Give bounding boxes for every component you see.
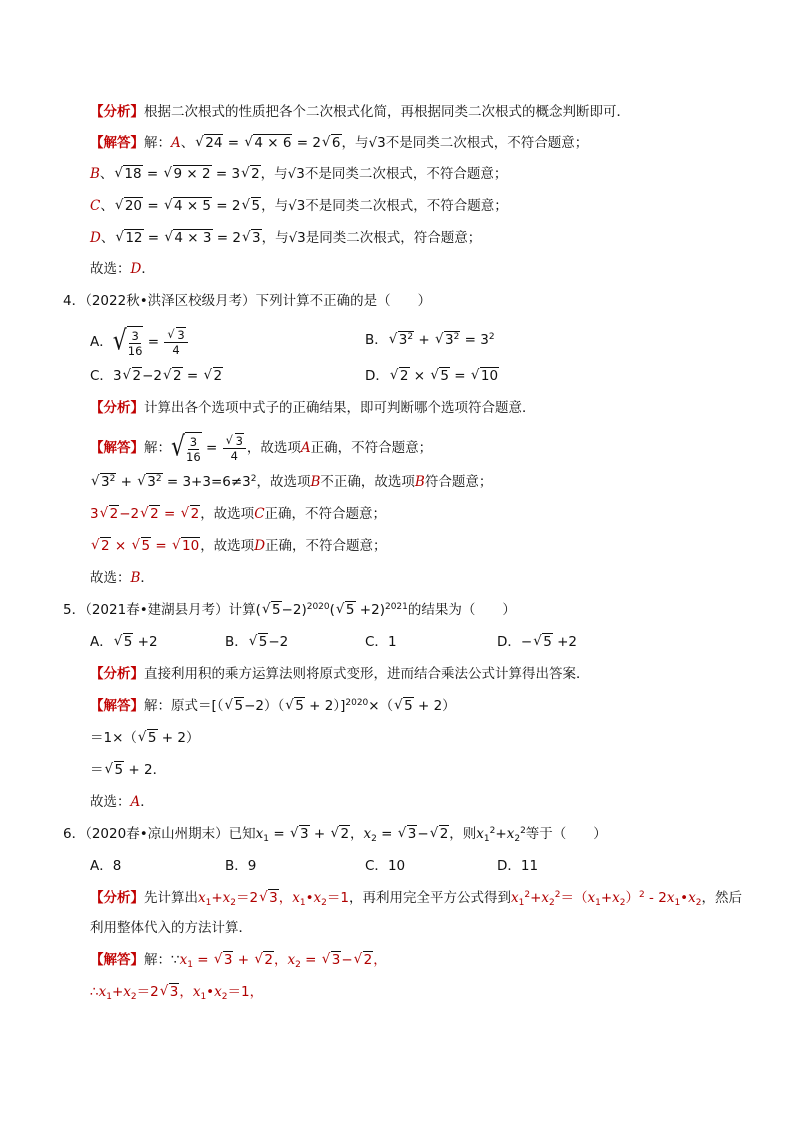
- q3-choose: [90, 259, 155, 279]
- stem-post: 的结果为（ ）: [407, 602, 516, 618]
- q3-analysis: [90, 102, 630, 122]
- choose-label: 故选：: [90, 794, 131, 810]
- line-suffix: ，故选项: [200, 538, 255, 554]
- math: √ 5 +2: [113, 634, 158, 650]
- q4-answer-b: [90, 472, 492, 492]
- answer-intro: 解：: [144, 135, 171, 151]
- math: 、√ 18 = √ 9 × 2 = 3√ 2，: [100, 166, 274, 182]
- question-source: （2021春•建湖县月考）: [85, 602, 229, 618]
- line-end: 正确，不符合题意；: [310, 440, 433, 456]
- math: A: [300, 440, 311, 456]
- q6-option-d: [497, 856, 538, 876]
- choose-label: 故选：: [90, 570, 131, 586]
- question-number: 4．: [63, 293, 86, 309]
- stem-pre: 已知: [228, 826, 256, 842]
- q4-answer-c: [90, 504, 386, 524]
- q5-option-b: [225, 632, 288, 652]
- period: ．: [152, 762, 167, 778]
- answer-intro: 解：∵: [144, 952, 180, 968]
- q5-answer-1: [90, 696, 456, 716]
- math: √ 5−2: [248, 634, 289, 650]
- line-suffix: ，故选项: [246, 440, 301, 456]
- math: √ $3^2$ + √ $3^2 = 3+3=6\ne 3^2$: [90, 474, 256, 490]
- line-end: 正确，不符合题意；: [265, 538, 387, 554]
- answer-tag: 【解答】: [90, 952, 144, 968]
- math: √ $\frac{3}{16}$: [171, 431, 201, 464]
- option-value: 9: [247, 858, 257, 874]
- q6-option-c: [365, 856, 405, 876]
- q4-analysis: [90, 398, 536, 418]
- step-pre: ＝1×: [90, 730, 124, 746]
- answer-tag: 【解答】: [90, 698, 144, 714]
- line-suffix: 与√3不是同类二次根式，不符合题意；: [355, 135, 589, 151]
- period: ．: [140, 794, 154, 810]
- option-label: B．: [365, 332, 388, 348]
- math: $x_1^2+x_2^2$: [476, 826, 526, 844]
- answer-tag: 【解答】: [90, 440, 144, 456]
- answer-intro: 解：原式＝: [144, 698, 212, 714]
- q5-option-a: [90, 632, 158, 652]
- q5-option-d: [497, 632, 577, 652]
- q6-stem: [63, 824, 607, 844]
- line-mid: 不正确，故选项: [320, 474, 415, 490]
- math: C: [254, 506, 265, 522]
- q6-option-a: [90, 856, 121, 876]
- math: $x_1$ = √ 3 + √ 2，$x_2$ = √ 3−√ 2，: [180, 952, 387, 968]
- math: √ $\frac{3}{16}$: [112, 325, 143, 358]
- math: [（√ 5−2）（√ 5 + 2）]$^{2020}$×（√ 5 + 2）: [212, 698, 456, 714]
- choice: A: [130, 794, 141, 810]
- math: $x_1$ = √ 3 + √ 2，$x_2$ = √ 3−√ 2，: [256, 826, 463, 842]
- math: (√ 5−2)$^{2020}$(√ 5 +2)$^{2021}$: [256, 602, 408, 618]
- option-label: A．: [90, 634, 113, 650]
- q5-answer-3: [90, 760, 166, 780]
- line-suffix: ，故选项: [256, 474, 311, 490]
- math: √ $\frac{3}{4}$: [223, 434, 246, 463]
- q6-analysis-1: [90, 888, 742, 908]
- math: 、√ 24 = √ 4 × 6 = 2√ 6，: [181, 135, 355, 151]
- q4-answer-d: [90, 536, 387, 556]
- math: 、√ 12 = √ 4 × 3 = 2√ 3，: [101, 230, 275, 246]
- q4-stem: [63, 291, 431, 311]
- stem-pre: 计算: [228, 602, 256, 618]
- analysis-text: 根据二次根式的性质把各个二次根式化简，再根据同类二次根式的概念判断即可．: [144, 104, 630, 120]
- math: −√ 5 +2: [521, 634, 577, 650]
- math: 、√ 20 = √ 4 × 5 = 2√ 5，: [100, 198, 274, 214]
- option-label: C．: [90, 368, 113, 384]
- line-suffix: 与√3不是同类二次根式，不符合题意；: [274, 166, 508, 182]
- math: √ 5 + 2: [104, 762, 153, 778]
- math: $x_1^2+x_2^2=(x_1+x_2)^2$ - $2x_1•x_2$: [511, 890, 702, 908]
- option-label: B．: [225, 858, 248, 874]
- analysis-text: 计算出各个选项中式子的正确结果，即可判断哪个选项符合题意．: [144, 400, 536, 416]
- option-label: D．: [497, 634, 521, 650]
- analysis-text: 利用整体代入的方法计算．: [90, 920, 252, 936]
- q4-option-c: [90, 366, 223, 386]
- q4-choose: [90, 568, 154, 588]
- line-suffix: 与√3不是同类二次根式，不符合题意；: [274, 198, 508, 214]
- option-value: 1: [387, 634, 397, 650]
- math: $\therefore x_1+x_2=2√$ 3，$x_1•x_2=1$，: [90, 984, 263, 1000]
- q6-answer-1: [90, 950, 387, 970]
- q5-analysis: [90, 664, 590, 684]
- choice: D: [130, 261, 142, 277]
- q5-answer-2: [90, 728, 199, 748]
- q3-answer-a: [90, 133, 588, 153]
- math: √ 2 × √ 5 = √ 10: [389, 368, 499, 384]
- analysis-tag: 【分析】: [90, 666, 144, 682]
- option-value: 11: [520, 858, 539, 874]
- question-stem: 下列计算不正确的是（ ）: [255, 293, 432, 309]
- q4-option-a: A． √ $\frac{3}{16}$ = √ $\frac{3}{4}$: [90, 326, 189, 356]
- question-source: （2020春•凉山州期末）: [85, 826, 229, 842]
- choice: B: [130, 570, 141, 586]
- option-value: 10: [387, 858, 406, 874]
- analysis-text: 直接利用积的乘方运算法则将原式变形，进而结合乘法公式计算得出答案．: [144, 666, 590, 682]
- math: D: [90, 230, 101, 246]
- option-label: A．: [90, 334, 113, 350]
- stem-post: 等于（ ）: [525, 826, 607, 842]
- option-label: C．: [365, 858, 388, 874]
- q3-answer-b: [90, 164, 507, 184]
- math: （√ 5 + 2）: [123, 730, 199, 746]
- q4-answer-a: 【解答】解： √ $\frac{3}{16}$ = √ $\frac{3}{4}$ ，故选项A正确，不符合题意；: [90, 432, 432, 462]
- analysis-text: 先计算出: [144, 890, 198, 906]
- stem-mid: 则: [462, 826, 477, 842]
- option-label: C．: [365, 634, 388, 650]
- math: A: [171, 135, 181, 151]
- math: C: [90, 198, 101, 214]
- math: B: [414, 474, 425, 490]
- answer-intro: 解：: [144, 440, 171, 456]
- q5-choose: [90, 792, 154, 812]
- option-label: D．: [497, 858, 521, 874]
- line-suffix: 与√3是同类二次根式，符合题意；: [275, 230, 482, 246]
- option-value: 8: [112, 858, 122, 874]
- math: B: [90, 166, 100, 182]
- math: √ 2 × √ 5 = √ 10: [90, 538, 200, 554]
- q5-option-c: [365, 632, 397, 652]
- analysis-tag: 【分析】: [90, 400, 144, 416]
- math: √ $3^2$ + √ $3^2 = 3^2$: [388, 332, 495, 348]
- answer-tag: 【解答】: [90, 135, 144, 151]
- question-source: （2022秋•洪泽区校级月考）: [85, 293, 256, 309]
- option-label: B．: [225, 634, 248, 650]
- q4-option-d: [365, 366, 499, 386]
- math: D: [254, 538, 266, 554]
- q3-answer-c: [90, 196, 508, 216]
- question-number: 6．: [63, 826, 86, 842]
- math: $x_1+x_2=2√$ 3，$x_1•x_2=1$: [198, 890, 349, 906]
- line-end: 符合题意；: [424, 474, 493, 490]
- option-label: A．: [90, 858, 113, 874]
- period: ．: [141, 261, 155, 277]
- q6-answer-2: [90, 982, 263, 1002]
- analysis-tag: 【分析】: [90, 104, 144, 120]
- analysis-tag: 【分析】: [90, 890, 144, 906]
- q6-analysis-2: [90, 918, 252, 938]
- choose-label: 故选：: [90, 261, 131, 277]
- line-suffix: ，故选项: [200, 506, 255, 522]
- math: 3√ 2−2√ 2 = √ 2: [90, 506, 200, 522]
- option-label: D．: [365, 368, 389, 384]
- math: √ $\frac{3}{4}$: [164, 328, 187, 357]
- q3-answer-d: [90, 228, 481, 248]
- step-pre: ＝: [90, 762, 104, 778]
- q5-stem: [63, 600, 516, 620]
- analysis-text: ，再利用完全平方公式得到: [349, 890, 511, 906]
- math: 3√ 2−2√ 2 = √ 2: [113, 368, 223, 384]
- question-number: 5．: [63, 602, 86, 618]
- line-end: 正确，不符合题意；: [264, 506, 387, 522]
- math: B: [310, 474, 321, 490]
- analysis-text: ，然后: [701, 890, 742, 906]
- q4-option-b: [365, 330, 495, 350]
- q6-option-b: [225, 856, 256, 876]
- period: ．: [140, 570, 154, 586]
